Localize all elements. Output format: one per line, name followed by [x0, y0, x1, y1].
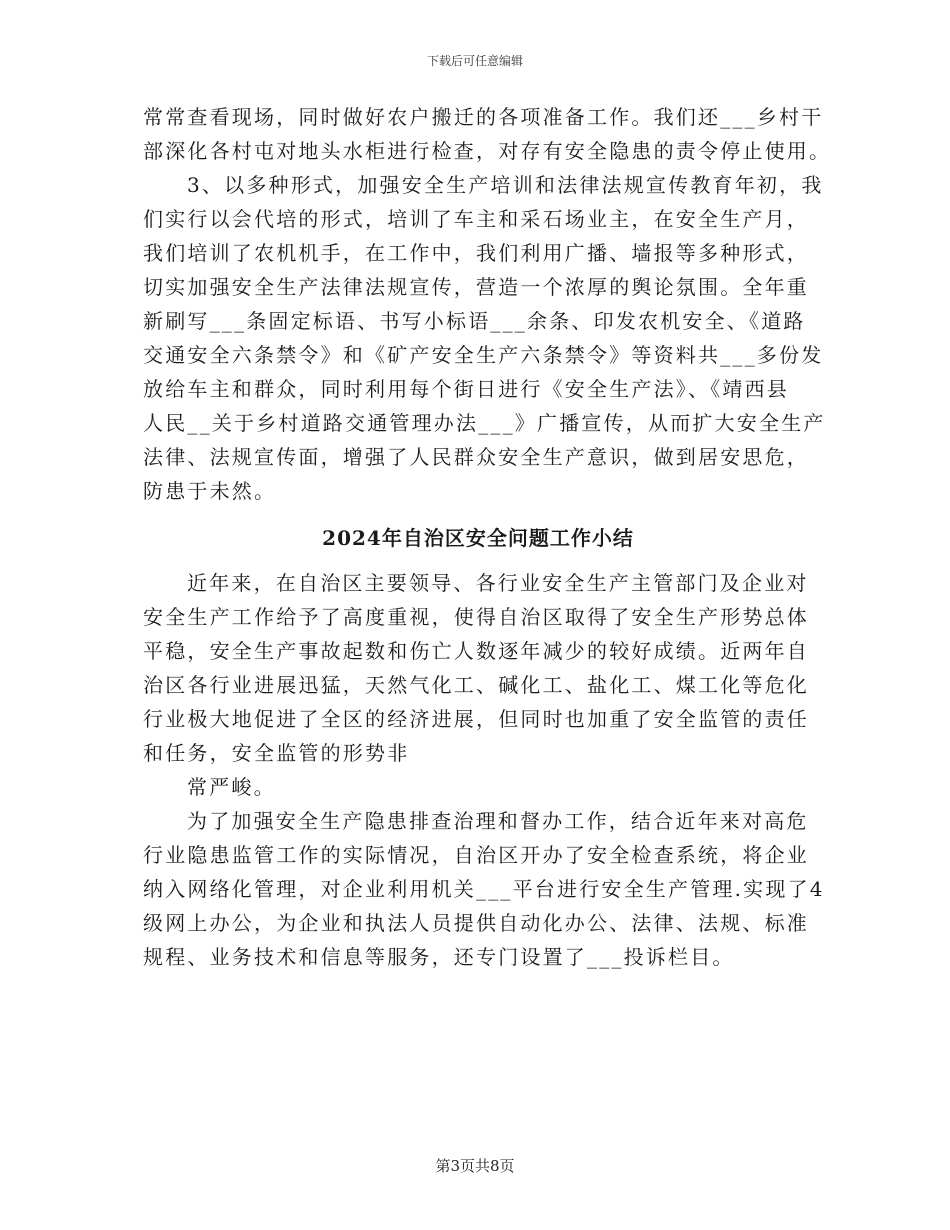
page-number: 第3页共8页 [435, 1157, 515, 1175]
text-line: 为了加强安全生产隐患排查治理和督办工作，结合近年来对高危 [187, 809, 809, 833]
text-line: 人民__关于乡村道路交通管理办法___》广播宣传，从而扩大安全生产 [143, 411, 826, 435]
document-body [143, 100, 832, 974]
text-line: 治区各行业进展迅猛，天然气化工、碱化工、盐化工、煤工化等危化 [143, 673, 809, 697]
text-line: 行业隐患监管工作的实际情况，自治区开办了安全检查系统，将企业 [143, 843, 809, 867]
text-line: 法律、法规宣传面，增强了人民群众安全生产意识，做到居安思危， [143, 445, 809, 469]
text-line: 防患于未然。 [143, 479, 277, 503]
text-line: 交通安全六条禁令》和《矿产安全生产六条禁令》等资料共___多份发 [143, 343, 824, 367]
text-line: 们实行以会代培的形式，培训了车主和采石场业主，在安全生产月， [143, 207, 809, 231]
page-header: 下载后可任意编辑 [426, 54, 523, 68]
text-line: 我们培训了农机机手，在工作中，我们利用广播、墙报等多种形式， [143, 241, 809, 265]
text-line: 部深化各村屯对地头水柜进行检查，对存有安全隐患的责令停止使用。 [143, 139, 832, 163]
section-2 [143, 566, 825, 974]
text-line: 常常查看现场，同时做好农户搬迁的各项准备工作。我们还___乡村干 [143, 105, 824, 129]
text-line: 放给车主和群众，同时利用每个街日进行《安全生产法》、《靖西县 [143, 377, 789, 401]
text-line: 规程、业务技术和信息等服务，还专门设置了___投诉栏目。 [143, 945, 735, 969]
text-line: 安全生产工作给予了高度重视，使得自治区取得了安全生产形势总体 [143, 605, 809, 629]
text-line: 行业极大地促进了全区的经济进展，但同时也加重了安全监管的责任 [143, 707, 809, 731]
text-line: 常严峻。 [187, 775, 276, 799]
section-1 [143, 100, 832, 508]
text-line: 近年来，在自治区主要领导、各行业安全生产主管部门及企业对 [187, 571, 809, 595]
text-line: 切实加强安全生产法律法规宣传，营造一个浓厚的舆论氛围。全年重 [143, 275, 809, 299]
text-line: 平稳，安全生产事故起数和伤亡人数逐年减少的较好成绩。近两年自 [143, 639, 809, 663]
text-line: 级网上办公，为企业和执法人员提供自动化办公、法律、法规、标准 [143, 911, 809, 935]
text-line: 新刷写___条固定标语、书写小标语___余条、印发农机安全、《道路 [143, 309, 806, 333]
text-line: 3、以多种形式，加强安全生产培训和法律法规宣传教育年初，我 [187, 173, 824, 197]
text-line: 纳入网络化管理，对企业利用机关___平台进行安全生产管理.实现了4 [143, 877, 825, 901]
text-line: 和任务，安全监管的形势非 [143, 741, 410, 765]
section-title: 2024年自治区安全问题工作小结 [322, 526, 634, 550]
